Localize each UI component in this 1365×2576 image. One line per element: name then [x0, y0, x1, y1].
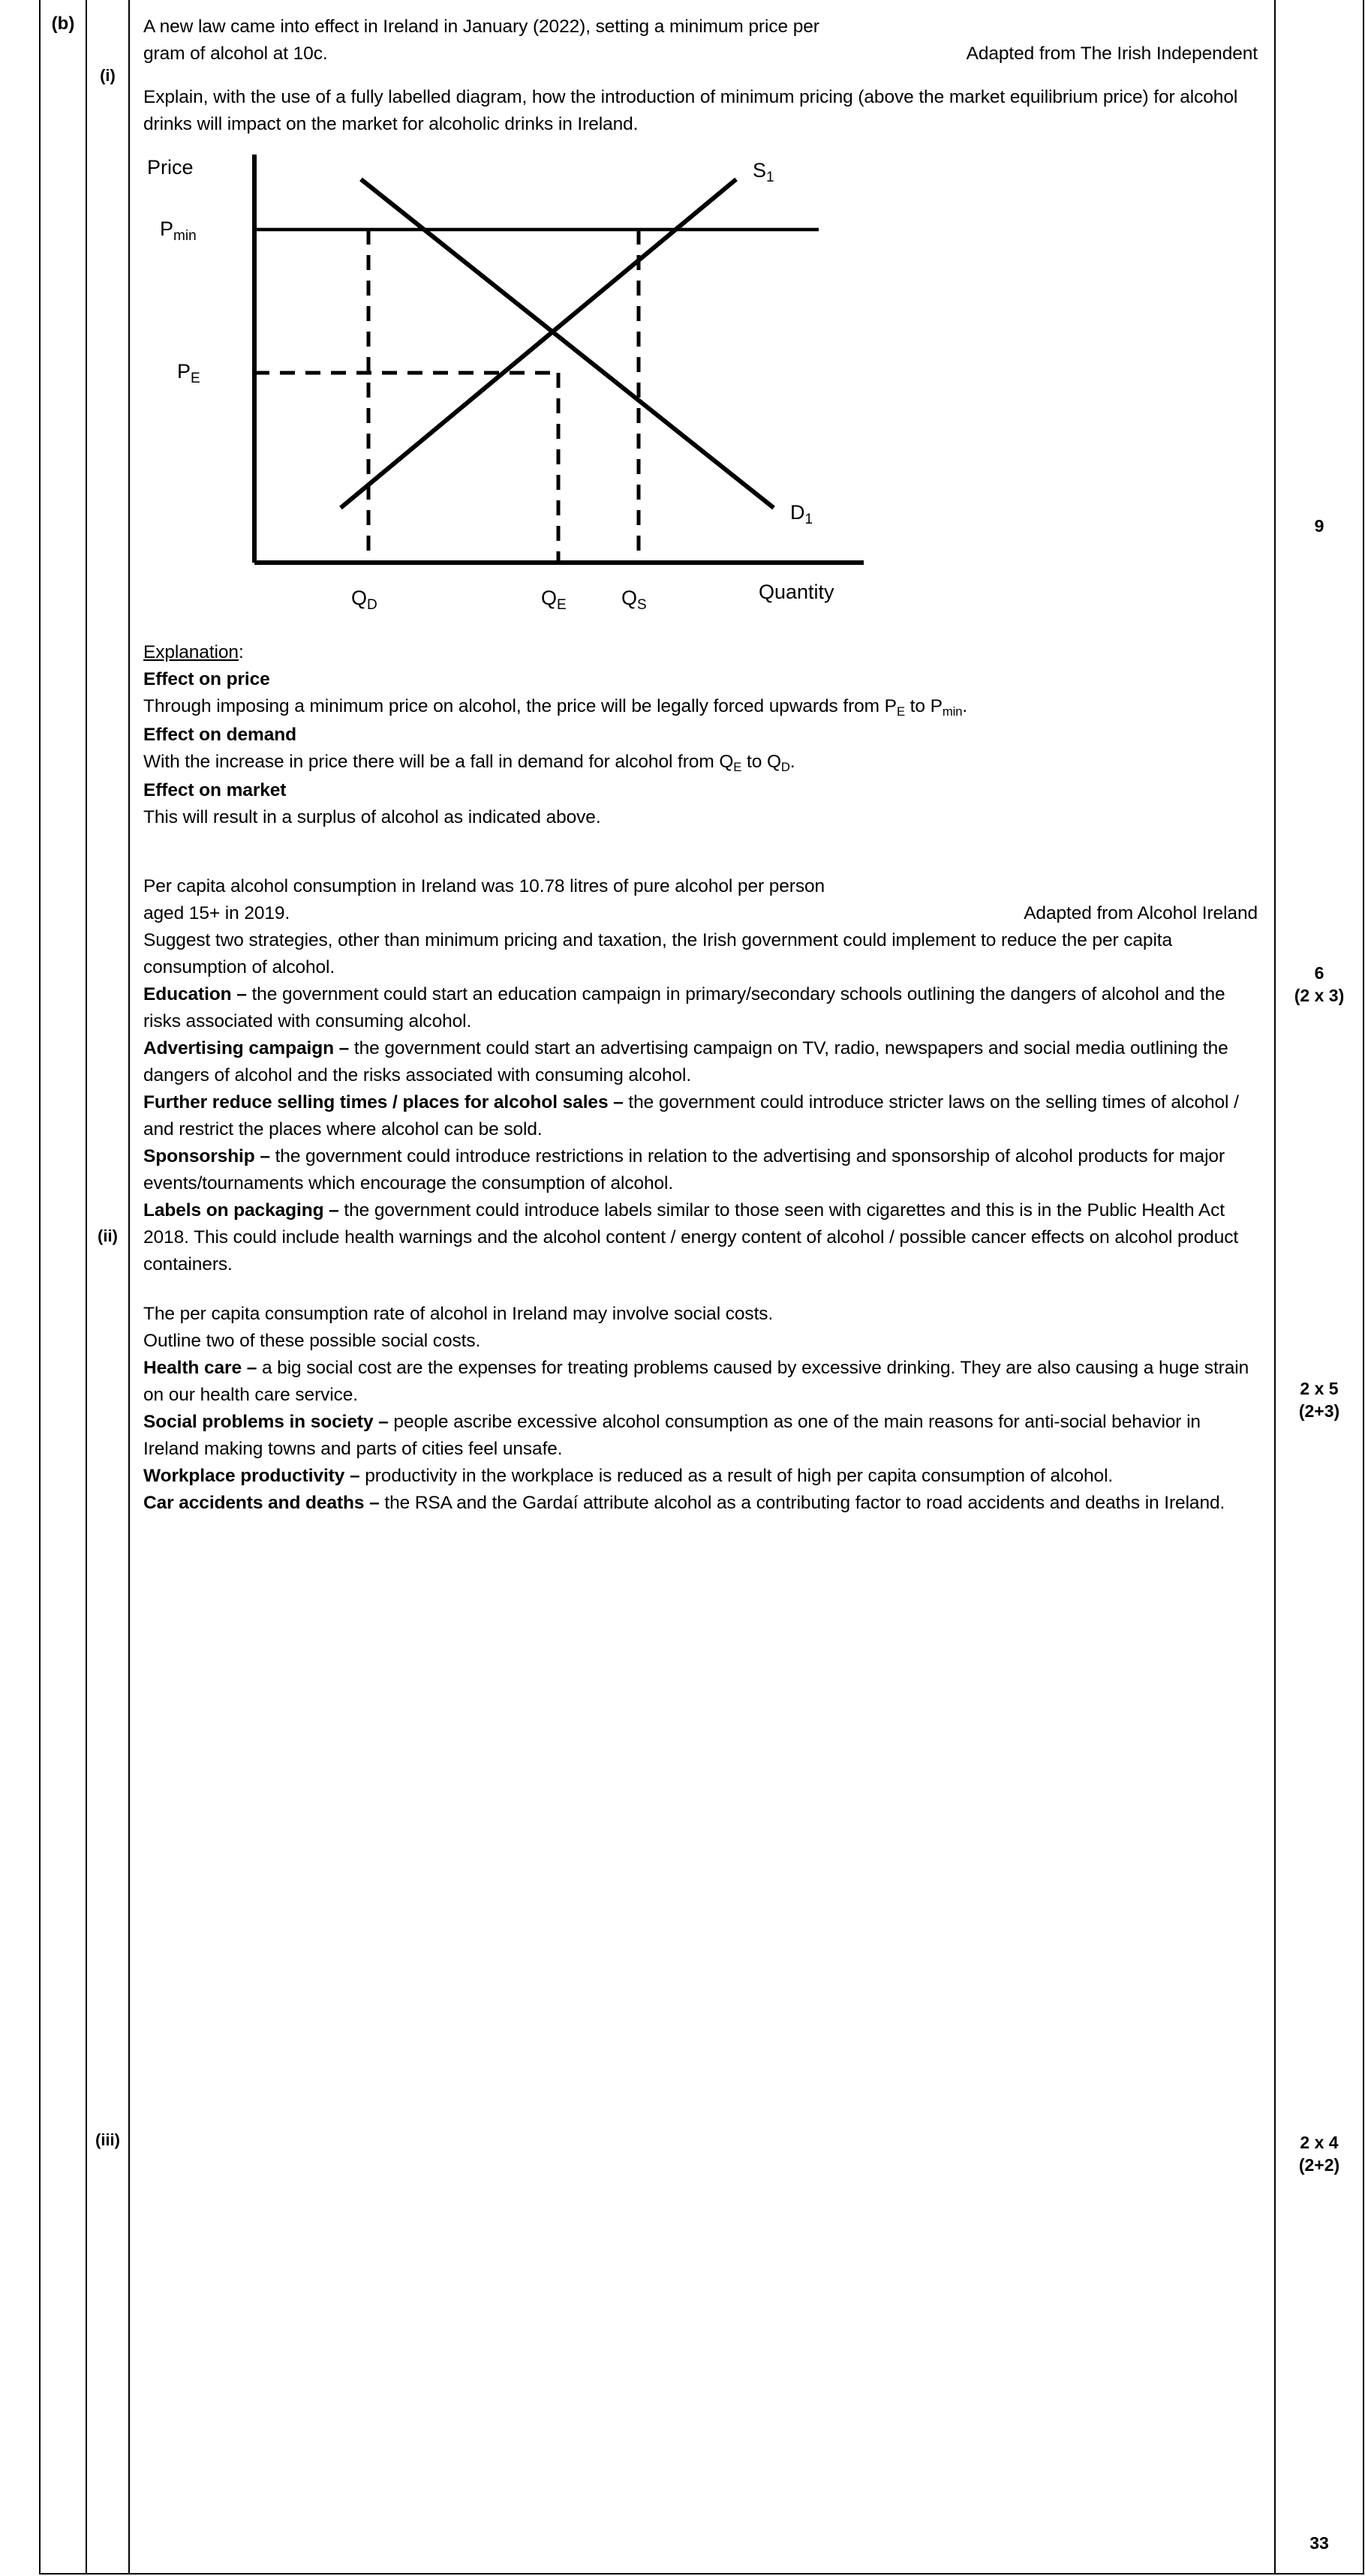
marks-explanation-total: 6 — [1314, 963, 1324, 983]
subpart-label-iii: (iii) — [95, 2130, 120, 2149]
stimulus-b-source: Adapted from The Irish Independent — [966, 44, 1258, 64]
part-column — [41, 0, 87, 2573]
marks-ii-total: 2 x 5 — [1300, 1379, 1339, 1398]
answer-iii-workplace-productivity: Workplace productivity – productivity in the workplace is reduced as a result of high per capita consumption of alcohol. — [143, 1466, 1114, 1486]
pe-label: $P_E$ — [177, 360, 200, 386]
minimum-price-diagram — [143, 138, 1258, 648]
qd-label: $Q_D$ — [351, 587, 377, 613]
qe-label: $Q_E$ — [541, 587, 567, 613]
stimulus-b-line2: gram of alcohol at 10c. — [143, 44, 328, 64]
stimulus-b-line1: A new law came into effect in Ireland in January (2022), setting a minimum price per — [143, 17, 819, 37]
effect-on-market-body: This will result in a surplus of alcohol as indicated above. — [143, 807, 601, 827]
effect-on-price-body: Through imposing a minimum price on alcohol, the price will be legally forced upwards from $P_E$ to $P_{min}$. — [143, 696, 968, 719]
marks-ii-breakdown: (2+3) — [1298, 1401, 1340, 1421]
content-column — [130, 0, 1276, 2573]
stimulus-ii-line2: aged 15+ in 2019. — [143, 903, 290, 923]
question-ii-text: Suggest two strategies, other than minimum pricing and taxation, the Irish government could implement to reduce the per capita consumption of alcohol. — [143, 930, 1173, 977]
explanation-heading-text: Explanation — [143, 642, 239, 662]
answer-iii-social-problems: Social problems in society – people ascribe excessive alcohol consumption as one of the main reasons for anti-social behavior in Ireland making towns and parts of cities feel unsafe. — [143, 1412, 1201, 1459]
pmin-label: $P_{min}$ — [160, 218, 197, 244]
subpart-label-ii: (ii) — [98, 1226, 118, 1245]
effect-on-price-title: Effect on price — [143, 669, 270, 689]
marks-grand-total: 33 — [1309, 2533, 1329, 2553]
answer-ii-selling-times: Further reduce selling times / places for alcohol sales – the government could introduce stricter laws on the selling times of alcohol / and restrict the places where alcohol can be sold. — [143, 1092, 1239, 1139]
y-axis-label: Price — [147, 156, 194, 179]
part-label-b: (b) — [51, 14, 75, 34]
supply-curve-label: $S_1$ — [753, 159, 774, 185]
effect-on-market-title: Effect on market — [143, 780, 287, 800]
content-inner — [130, 0, 1274, 1517]
explanation-heading-colon: : — [238, 642, 244, 662]
question-iii-line1: The per capita consumption rate of alcohol in Ireland may involve social costs. — [143, 1304, 774, 1324]
question-iii-line2: Outline two of these possible social costs. — [143, 1331, 481, 1351]
marks-i: 9 — [1314, 516, 1324, 536]
marks-column — [1276, 0, 1363, 2573]
stimulus-ii-source: Adapted from Alcohol Ireland — [1024, 903, 1258, 923]
marks-iii-breakdown: (2+2) — [1298, 2155, 1340, 2175]
effect-on-demand-title: Effect on demand — [143, 725, 296, 745]
stimulus-ii-line1: Per capita alcohol consumption in Ireland was 10.78 litres of pure alcohol per person — [143, 876, 825, 896]
subpart-label-i: (i) — [100, 66, 116, 85]
marks-iii-total: 2 x 4 — [1300, 2133, 1339, 2152]
answer-ii-education: Education – the government could start an education campaign in primary/secondary schools outlining the dangers of alcohol and the risks associated with consuming alcohol. — [143, 984, 1225, 1031]
answer-ii-sponsorship: Sponsorship – the government could introduce restrictions in relation to the advertising and sponsorship of alcohol products for major events/tournaments which encourage the consumption of alcohol. — [143, 1146, 1225, 1193]
answer-iii-car-accidents: Car accidents and deaths – the RSA and the Gardaí attribute alcohol as a contributing factor to road accidents and deaths in Ireland. — [143, 1493, 1225, 1513]
answer-ii-advertising: Advertising campaign – the government could start an advertising campaign on TV, radio, newspapers and social media outlining the dangers of alcohol and the risks associated with consuming alcohol. — [143, 1038, 1228, 1085]
answer-iii-health-care: Health care – a big social cost are the expenses for treating problems caused by excessive drinking. They are also causing a huge strain on our health care service. — [143, 1358, 1249, 1405]
effect-on-demand-body: With the increase in price there will be a fall in demand for alcohol from $Q_E$ to $Q_D$. — [143, 752, 795, 774]
marking-scheme-table — [39, 0, 1364, 2574]
supply-demand-chart — [143, 138, 1194, 648]
answer-ii-labels: Labels on packaging – the government could introduce labels similar to those seen with cigarettes and this is in the Public Health Act 2018. This could include health warnings and the alcohol content / energy content of alcohol / possible cancer effects on alcohol product containers. — [143, 1200, 1239, 1274]
x-axis-label: Quantity — [759, 581, 834, 603]
marks-explanation-breakdown: (2 x 3) — [1294, 986, 1345, 1005]
demand-curve-label: $D_1$ — [790, 501, 813, 527]
question-i-text: Explain, with the use of a fully labelled diagram, how the introduction of minimum pricing (above the market equilibrium price) for alcohol drinks will impact on the market for alcoholic drinks in Ireland. — [143, 87, 1238, 134]
subpart-column — [87, 0, 130, 2573]
stimulus-ii-line2-row — [143, 900, 1258, 927]
qs-label: $Q_S$ — [621, 587, 647, 613]
stimulus-b-line2-row — [143, 41, 1258, 68]
